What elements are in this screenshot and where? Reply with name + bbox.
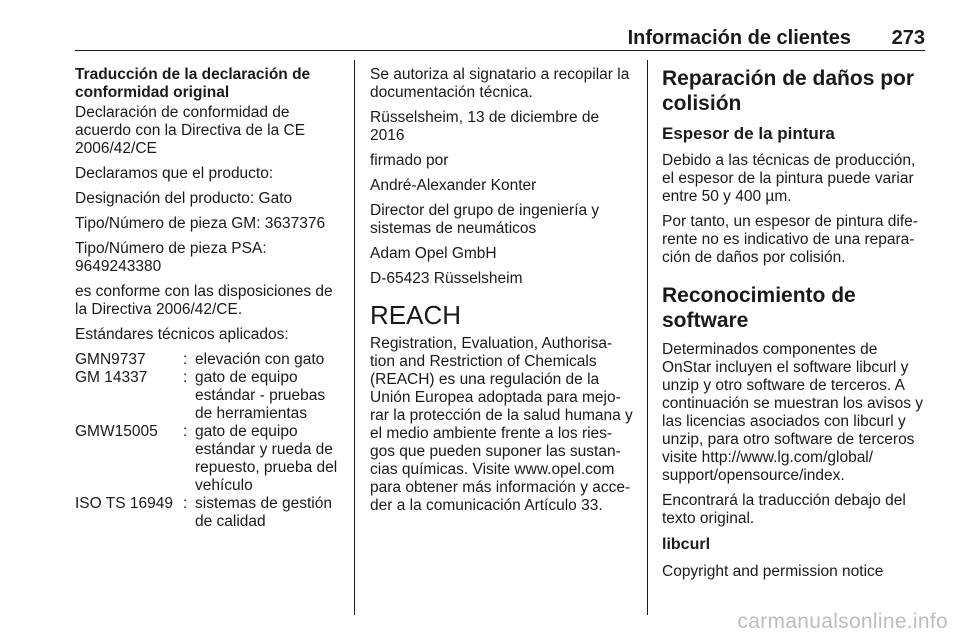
reach-heading: REACH <box>370 300 462 330</box>
table-row <box>75 495 345 531</box>
column-1 <box>75 66 345 531</box>
standard-description: gato de equipo estándar - pruebas de herramientas <box>195 369 326 422</box>
libcurl-heading: libcurl <box>662 536 711 553</box>
table-row <box>75 423 345 495</box>
standard-description: sistemas de gestión de calidad <box>195 495 332 530</box>
conformity-statement: es conforme con las disposiciones de la Directiva 2006/42/CE. <box>75 283 333 318</box>
standard-code: GM 14337 <box>75 369 148 386</box>
company-name: Adam Opel GmbH <box>370 245 497 262</box>
declaration-statement: Declaramos que el producto: <box>75 165 274 182</box>
standard-code: ISO TS 16949 <box>75 495 173 512</box>
translation-note: Encontrará la traducción debajo del texto original. <box>662 492 906 527</box>
declaration-directive: Declaración de conformidad de acuerdo con la Directiva de la CE 2006/42/CE <box>75 104 306 157</box>
column-divider-1 <box>354 60 355 615</box>
signed-by-label: firmado por <box>370 152 449 169</box>
signatory-authorization: Se autoriza al signatario a recopilar la documentación técnica. <box>370 66 630 101</box>
reach-text: Registration, Evaluation, Authorisa-tion and Restriction of Chemicals (REACH) es una regulación de la Unión Europea adoptada para mejo-rar la protección de la salud humana y el medio ambiente frente a los ries-gos que pueden suponer las sustan-cias químicas. Visite www.opel.com para obtener más información y acce-der a la comunicación Artículo 33. <box>370 335 633 514</box>
standards-table <box>75 351 345 531</box>
table-row <box>75 369 345 423</box>
collision-repair-heading: Reparación de daños por colisión <box>662 67 915 115</box>
standard-code: GMN9737 <box>75 351 146 368</box>
signatory-name: André-Alexander Konter <box>370 177 537 194</box>
standard-description: elevación con gato <box>195 351 325 368</box>
page-header <box>75 26 925 50</box>
company-address: D-65423 Rüsselsheim <box>370 270 523 287</box>
paint-thickness-note: Por tanto, un espesor de pintura dife-rente no es indicativo de una repara-ción de daños por colisión. <box>662 213 918 266</box>
paint-thickness-heading: Espesor de la pintura <box>662 124 835 143</box>
gm-part-number: Tipo/Número de pieza GM: 3637376 <box>75 215 326 232</box>
standard-description: gato de equipo estándar y rueda de repuesto, prueba del vehículo <box>195 423 338 494</box>
column-3 <box>662 66 927 588</box>
header-rule <box>75 50 925 51</box>
declaration-heading: Traducción de la declaración de conformidad original <box>75 66 311 101</box>
column-divider-2 <box>647 60 648 615</box>
product-designation: Designación del producto: Gato <box>75 190 293 207</box>
paint-thickness-text: Debido a las técnicas de producción, el espesor de la pintura puede variar entre 50 y 400 µm. <box>662 152 916 205</box>
page-number: 273 <box>891 27 925 49</box>
standard-code: GMW15005 <box>75 423 158 440</box>
table-row <box>75 351 345 369</box>
signatory-title: Director del grupo de ingeniería y sistemas de neumáticos <box>370 202 600 237</box>
watermark: carmanualsonline.info <box>737 610 948 633</box>
software-acknowledgement-heading: Reconocimiento de software <box>662 284 856 332</box>
standard-separator: : <box>183 423 188 440</box>
place-date: Rüsselsheim, 13 de diciembre de 2016 <box>370 109 600 144</box>
software-acknowledgement-text: Determinados componentes de OnStar incluyen el software libcurl y unzip y otro software de terceros. A continuación se muestran los avisos y las licencias asociados con libcurl y unzip, para otro software de terceros visite http://www.lg.com/global/ support/opensource/index. <box>662 341 924 484</box>
standard-separator: : <box>183 495 188 512</box>
standard-separator: : <box>183 369 188 386</box>
page-title: Información de clientes <box>627 27 851 49</box>
copyright-notice-label: Copyright and permission notice <box>662 563 884 580</box>
standards-intro: Estándares técnicos aplicados: <box>75 326 289 343</box>
psa-part-number: Tipo/Número de pieza PSA: 9649243380 <box>75 240 267 275</box>
column-2 <box>370 66 635 522</box>
standard-separator: : <box>183 351 188 368</box>
